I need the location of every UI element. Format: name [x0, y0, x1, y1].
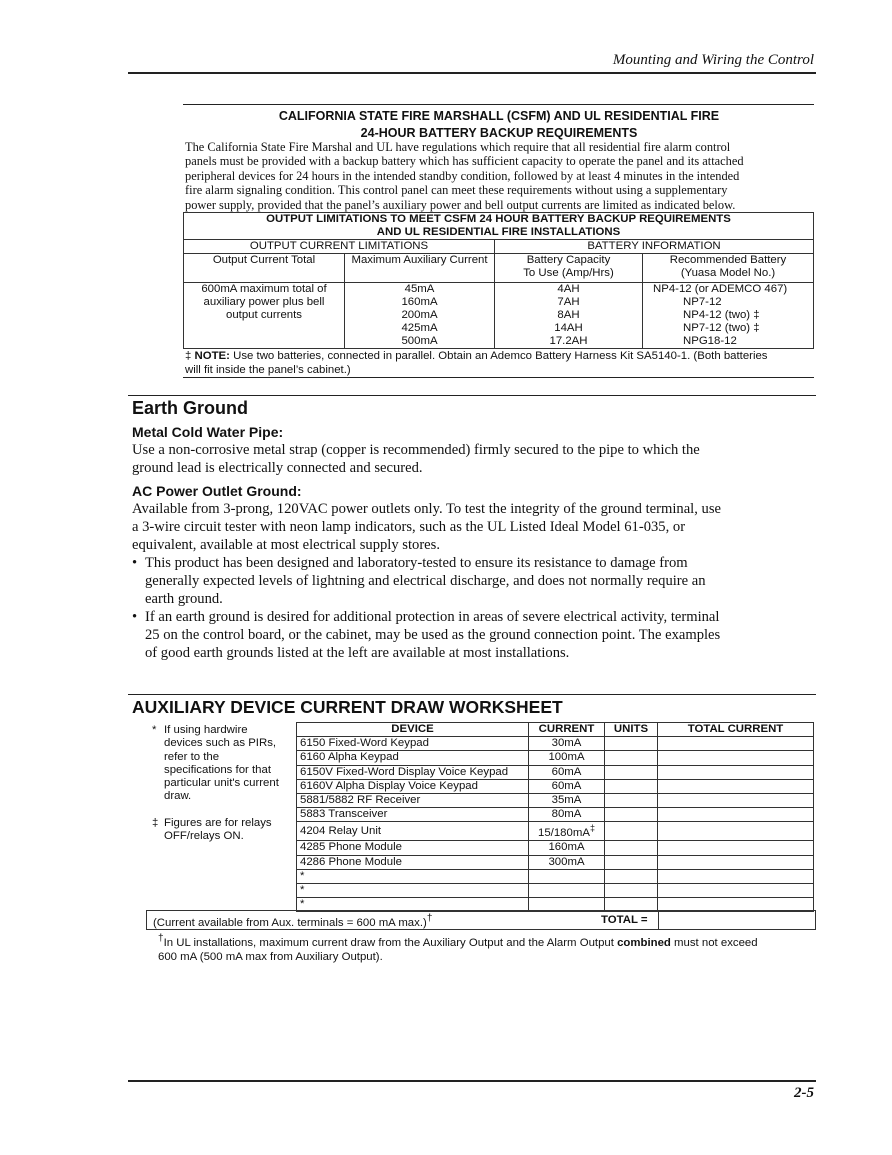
current-cell: 300mA: [529, 855, 605, 869]
total-input-cell[interactable]: [658, 808, 814, 822]
device-cell: 4286 Phone Module: [297, 855, 529, 869]
device-cell: 6160 Alpha Keypad: [297, 751, 529, 765]
device-cell: 6150V Fixed-Word Display Voice Keypad: [297, 765, 529, 779]
col-header-capacity: [495, 254, 643, 283]
total-line: output currents: [226, 309, 302, 321]
total-value-field[interactable]: [658, 911, 815, 929]
aux-note: [153, 913, 432, 929]
device-cell: 5881/5882 RF Receiver: [297, 794, 529, 808]
total-input-cell[interactable]: [658, 869, 814, 883]
bullet-line: 25 on the control board, or the cabinet, may be used as the ground connection point. The examples: [145, 627, 721, 643]
col-3-line-2: To Use (Amp/Hrs): [523, 267, 614, 279]
device-cell[interactable]: *: [297, 869, 529, 883]
footnote-bold: combined: [617, 936, 671, 949]
side-line: particular unit's current: [164, 777, 279, 790]
para-line: equivalent, available at most electrical supply stores.: [132, 537, 440, 553]
total-input-cell[interactable]: [658, 751, 814, 765]
section-rule: [128, 694, 816, 695]
bullet-icon: •: [132, 609, 138, 625]
note-text-1: Use two batteries, connected in parallel. Obtain an Ademco Battery Harness Kit SA5140-1. (Both batteries: [233, 350, 768, 362]
bullet-item: [132, 554, 817, 608]
ac-outlet-subheading: AC Power Outlet Ground:: [132, 483, 302, 499]
aux-note-text: (Current available from Aux. terminals = 600 mA max.): [153, 916, 427, 929]
side-line: Figures are for relays: [164, 817, 272, 829]
battery-value: NP7-12: [683, 296, 722, 308]
capacity-value: 14AH: [554, 322, 583, 334]
table-row: [297, 884, 814, 898]
total-row: [146, 910, 816, 930]
total-input-cell[interactable]: [658, 822, 814, 841]
current-cell: 160mA: [529, 841, 605, 855]
table-title: [184, 213, 814, 240]
table-title-line-1: OUTPUT LIMITATIONS TO MEET CSFM 24 HOUR BATTERY BACKUP REQUIREMENTS: [266, 213, 731, 225]
note-text-2: will fit inside the panel’s cabinet.): [185, 363, 351, 376]
para-line: a 3-wire circuit tester with neon lamp indicators, such as the UL Listed Ideal Model 61-035, or: [132, 519, 686, 535]
section-rule: [128, 395, 816, 396]
total-line: 600mA maximum total of: [201, 283, 327, 295]
aux-value: 500mA: [401, 335, 438, 347]
csfm-title-1: CALIFORNIA STATE FIRE MARSHALL (CSFM) AND UL RESIDENTIAL FIRE: [278, 109, 720, 123]
units-input-cell[interactable]: [605, 779, 658, 793]
total-input-cell[interactable]: [658, 779, 814, 793]
intro-line: fire alarm signaling condition. This control panel can meet these requirements without using a supplementary: [185, 183, 728, 198]
units-input-cell[interactable]: [605, 794, 658, 808]
battery-value: NP7-12 (two) ‡: [683, 322, 760, 334]
device-cell: 4285 Phone Module: [297, 841, 529, 855]
intro-line: The California State Fire Marshal and UL have regulations which require that all residential fire alarm control: [185, 140, 731, 154]
header-rule: [128, 72, 816, 74]
para-line: Available from 3-prong, 120VAC power outlets only. To test the integrity of the ground terminal, use: [132, 501, 721, 517]
group-header-output: OUTPUT CURRENT LIMITATIONS: [184, 240, 495, 254]
bullet-line: This product has been designed and laboratory-tested to ensure its resistance to damage from: [145, 555, 688, 571]
capacity-value: 8AH: [557, 309, 580, 321]
device-cell[interactable]: *: [297, 898, 529, 912]
side-line: refer to the: [164, 750, 220, 763]
table-row: [297, 794, 814, 808]
csfm-title-2: 24-HOUR BATTERY BACKUP REQUIREMENTS: [360, 126, 638, 140]
capacity-value: 17.2AH: [549, 335, 588, 347]
units-input-cell[interactable]: [605, 765, 658, 779]
total-input-cell[interactable]: [658, 765, 814, 779]
units-input-cell[interactable]: [605, 822, 658, 841]
csfm-output-table: [183, 212, 814, 349]
total-input-cell[interactable]: [658, 884, 814, 898]
current-value: 15/180mA: [538, 827, 590, 840]
aux-value: 45mA: [404, 283, 435, 295]
table-row: [297, 869, 814, 883]
metal-pipe-paragraph: [132, 441, 817, 477]
battery-value: NPG18-12: [683, 335, 737, 347]
current-cell: 60mA: [529, 765, 605, 779]
earth-ground-heading: Earth Ground: [132, 398, 248, 418]
col-4-line-2: (Yuasa Model No.): [680, 267, 776, 279]
units-input-cell[interactable]: [605, 737, 658, 751]
side-line: specifications for that: [164, 763, 271, 776]
aux-value: 160mA: [401, 296, 438, 308]
current-cell: 100mA: [529, 751, 605, 765]
units-input-cell[interactable]: [605, 841, 658, 855]
total-input-cell[interactable]: [658, 855, 814, 869]
ac-outlet-paragraph: [132, 500, 817, 662]
units-input-cell[interactable]: [605, 869, 658, 883]
table-row: [297, 751, 814, 765]
worksheet-footnote: [158, 932, 808, 964]
box-top-rule: [183, 104, 814, 105]
dagger-symbol: †: [158, 933, 164, 944]
intro-line: panels must be provided with a backup battery which has sufficient capacity to operate the panel and its attached: [185, 154, 744, 169]
table-row: [297, 841, 814, 855]
aux-value: 425mA: [401, 322, 438, 334]
side-line: devices such as PIRs,: [164, 737, 277, 750]
table-row: [297, 808, 814, 822]
col-3-line-1: Battery Capacity: [526, 254, 611, 266]
box-bottom-rule: [183, 377, 814, 378]
table-title-line-2: AND UL RESIDENTIAL FIRE INSTALLATIONS: [376, 226, 621, 238]
dagger-symbol: †: [426, 913, 433, 924]
table-row: [297, 855, 814, 869]
total-label: TOTAL =: [601, 914, 648, 926]
current-cell: [529, 822, 605, 841]
col-header-output-total: Output Current Total: [184, 254, 345, 283]
current-cell: 30mA: [529, 737, 605, 751]
battery-cell: [643, 283, 814, 349]
units-input-cell[interactable]: [605, 884, 658, 898]
metal-pipe-subheading: Metal Cold Water Pipe:: [132, 424, 284, 440]
device-cell: 5883 Transceiver: [297, 808, 529, 822]
device-cell: 6160V Alpha Display Voice Keypad: [297, 779, 529, 793]
double-dagger-symbol: ‡: [152, 817, 159, 829]
footer-rule: [128, 1080, 816, 1082]
asterisk-symbol: *: [152, 724, 157, 736]
intro-line: power supply, provided that the panel’s auxiliary power and bell output currents are limited as indicated below.: [185, 197, 736, 212]
battery-value: NP4-12 (or ADEMCO 467): [653, 283, 788, 295]
footnote-text: In UL installations, maximum current draw from the Auxiliary Output and the Alarm Output: [163, 936, 618, 949]
para-line: ground lead is electrically connected and secured.: [132, 460, 423, 476]
units-input-cell[interactable]: [605, 808, 658, 822]
para-line: Use a non-corrosive metal strap (copper is recommended) firmly secured to the pipe to which the: [132, 442, 700, 458]
worksheet-table: [296, 722, 814, 912]
worksheet-heading: AUXILIARY DEVICE CURRENT DRAW WORKSHEET: [132, 697, 563, 717]
intro-line: peripheral devices for 24 hours in the intended standby condition, followed by at least 4 minutes in the intended: [185, 168, 740, 183]
aux-current-cell: [345, 283, 495, 349]
csfm-note: [185, 350, 815, 377]
col-header-current: CURRENT: [529, 723, 605, 737]
table-row: [297, 737, 814, 751]
double-dagger-symbol: ‡: [185, 350, 192, 362]
side-line: OFF/relays ON.: [164, 830, 244, 843]
double-dagger-symbol: ‡: [589, 823, 595, 834]
output-total-cell: [184, 283, 345, 349]
footnote-text-end: must not exceed: [670, 936, 758, 949]
units-input-cell[interactable]: [605, 855, 658, 869]
col-header-total-current: TOTAL CURRENT: [658, 723, 814, 737]
device-cell: 4204 Relay Unit: [297, 822, 529, 841]
side-note-star: [152, 724, 292, 804]
current-cell: 60mA: [529, 779, 605, 793]
running-head: Mounting and Wiring the Control: [612, 52, 814, 68]
current-cell: 80mA: [529, 808, 605, 822]
col-header-device: DEVICE: [297, 723, 529, 737]
side-note-dagger: [152, 817, 292, 844]
device-cell[interactable]: *: [297, 884, 529, 898]
csfm-intro: [185, 140, 815, 212]
col-4-line-1: Recommended Battery: [669, 254, 787, 266]
group-header-battery: BATTERY INFORMATION: [495, 240, 814, 254]
total-line: auxiliary power plus bell: [203, 296, 325, 308]
side-line: draw.: [164, 790, 192, 803]
col-header-max-aux: Maximum Auxiliary Current: [345, 254, 495, 283]
bullet-line: If an earth ground is desired for additional protection in areas of severe electrical activity, terminal: [145, 609, 720, 625]
total-input-cell[interactable]: [658, 737, 814, 751]
capacity-value: 4AH: [557, 283, 580, 295]
bullet-icon: •: [132, 555, 138, 571]
battery-value: NP4-12 (two) ‡: [683, 309, 760, 321]
units-input-cell[interactable]: [605, 751, 658, 765]
device-cell: 6150 Fixed-Word Keypad: [297, 737, 529, 751]
aux-value: 200mA: [401, 309, 438, 321]
current-cell: 35mA: [529, 794, 605, 808]
note-label: NOTE:: [194, 350, 230, 362]
footnote-line-2: 600 mA (500 mA max from Auxiliary Output).: [158, 950, 383, 963]
current-cell[interactable]: [529, 884, 605, 898]
capacity-cell: [495, 283, 643, 349]
table-row: [297, 822, 814, 841]
current-cell[interactable]: [529, 869, 605, 883]
col-header-battery: [643, 254, 814, 283]
total-input-cell[interactable]: [658, 841, 814, 855]
bullet-line: earth ground.: [145, 591, 223, 607]
bullet-line: of good earth grounds listed at the left are available at most installations.: [145, 645, 570, 661]
bullet-item: [132, 608, 817, 662]
capacity-value: 7AH: [557, 296, 580, 308]
table-row: [297, 765, 814, 779]
col-header-units: UNITS: [605, 723, 658, 737]
bullet-line: generally expected levels of lightning and electrical discharge, and does not normally require an: [145, 573, 706, 589]
page-number: 2-5: [794, 1085, 814, 1101]
table-row: [297, 779, 814, 793]
side-line: If using hardwire: [164, 724, 248, 736]
total-input-cell[interactable]: [658, 794, 814, 808]
